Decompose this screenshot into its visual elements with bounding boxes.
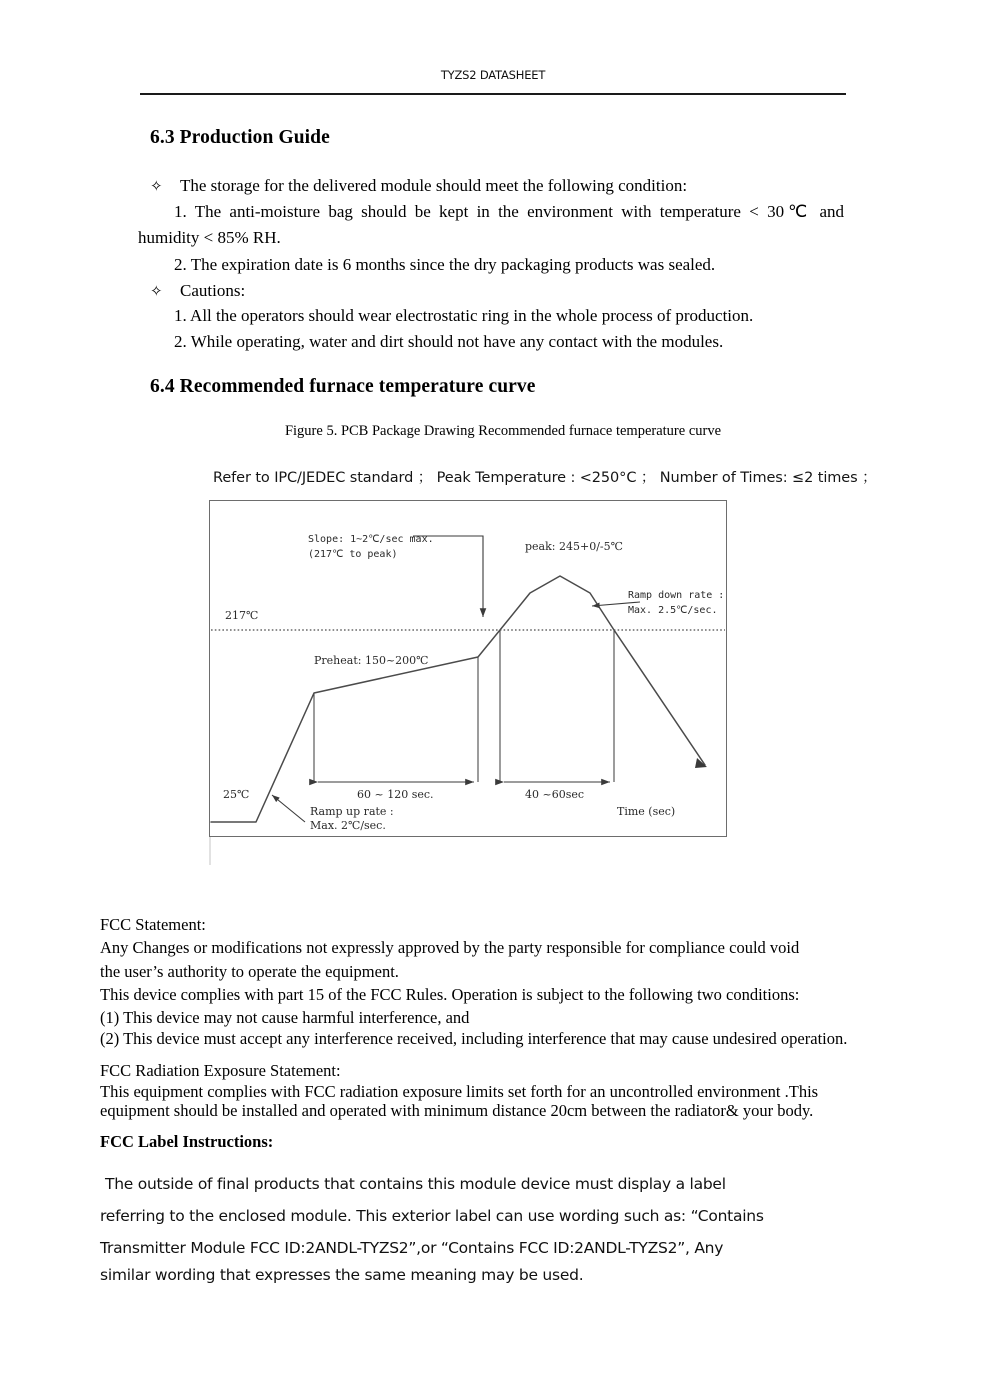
fcc-statement-line-1: Any Changes or modifications not expressly approved by the party responsible for compliance could void xyxy=(100,938,800,957)
annotation-reflow-duration: 40 ~60sec xyxy=(525,788,585,801)
annotation-slope-line1: Slope: 1~2℃/sec max. xyxy=(308,534,434,545)
annotation-ramp-up-line2: Max. 2℃/sec. xyxy=(310,819,386,832)
figure-caption: Figure 5. PCB Package Drawing Recommended furnace temperature curve xyxy=(284,423,722,439)
diamond-bullet-icon: ✧ xyxy=(150,284,163,300)
fcc-radiation-title: FCC Radiation Exposure Statement: xyxy=(100,1061,341,1080)
axis-label-25c: 25℃ xyxy=(223,788,250,801)
caution-1: 1. All the operators should wear electrostatic ring in the whole process of production. xyxy=(174,306,754,325)
annotation-peak: peak: 245+0/-5℃ xyxy=(525,540,623,553)
annotation-preheat: Preheat: 150~200℃ xyxy=(314,654,429,667)
diamond-bullet-icon: ✧ xyxy=(150,179,163,195)
fcc-statement-line-3: This device complies with part 15 of the FCC Rules. Operation is subject to the following two conditions: xyxy=(100,985,800,1004)
figure-standard-note: Refer to IPC/JEDEC standard ； Peak Temperature : <250°C ； Number of Times: ≤2 times ； xyxy=(213,470,877,486)
annotation-slope-line2: (217℃ to peak) xyxy=(308,548,398,560)
bullet-item-storage-text: The storage for the delivered module should meet the following condition: xyxy=(180,176,688,195)
annotation-ramp-up xyxy=(310,805,394,833)
running-header xyxy=(140,68,846,82)
annotation-slope xyxy=(308,533,434,562)
fcc-radiation-line-2: equipment should be installed and operated with minimum distance 20cm between the radiator& your body. xyxy=(100,1101,814,1120)
heading-6-4-furnace-curve: 6.4 Recommended furnace temperature curve xyxy=(150,376,536,397)
bullet-item-storage xyxy=(150,173,850,201)
bullet-item-cautions-text: Cautions: xyxy=(180,281,246,300)
reflow-profile-chart xyxy=(200,492,745,877)
axis-label-217c: 217℃ xyxy=(225,609,259,622)
fcc-statement-line-4: (1) This device may not cause harmful interference, and xyxy=(100,1008,470,1027)
heading-6-3-production-guide: 6.3 Production Guide xyxy=(150,127,330,148)
annotation-ramp-down-line2: Max. 2.5℃/sec. xyxy=(628,604,718,616)
fcc-label-instructions-title: FCC Label Instructions: xyxy=(100,1132,274,1151)
fcc-statement-title: FCC Statement: xyxy=(100,915,206,934)
reflow-profile-figure xyxy=(200,492,745,877)
running-header-title: TYZS2 DATASHEET xyxy=(440,68,546,82)
caution-2: 2. While operating, water and dirt should not have any contact with the modules. xyxy=(174,332,724,351)
bullet-item-cautions xyxy=(150,278,850,306)
storage-condition-1: 1. The anti-moisture bag should be kept in the environment with temperature < 30℃ and humidity < 85% RH. xyxy=(138,202,844,247)
header-divider-rule xyxy=(140,93,846,95)
fcc-statement-line-5: (2) This device must accept any interference received, including interference that may cause undesired operation. xyxy=(100,1029,848,1048)
fcc-label-line-4: similar wording that expresses the same meaning may be used. xyxy=(100,1266,584,1284)
annotation-ramp-down-line1: Ramp down rate : xyxy=(628,590,725,601)
axis-label-time: Time (sec) xyxy=(617,805,676,818)
storage-condition-2: 2. The expiration date is 6 months since the dry packaging products was sealed. xyxy=(174,255,716,274)
fcc-statement-line-2: the user’s authority to operate the equipment. xyxy=(100,962,399,981)
annotation-soak-duration: 60 ~ 120 sec. xyxy=(357,788,434,801)
fcc-label-instructions-body xyxy=(100,1168,890,1286)
fcc-label-line-3: Transmitter Module FCC ID:2ANDL-TYZS2”,or “Contains FCC ID:2ANDL-TYZS2”, Any xyxy=(100,1239,724,1257)
fcc-label-line-1: The outside of final products that contains this module device must display a label xyxy=(105,1175,726,1193)
fcc-radiation-line-1: This equipment complies with FCC radiation exposure limits set forth for an uncontrolled environment .This xyxy=(100,1082,819,1101)
annotation-ramp-up-line1: Ramp up rate : xyxy=(310,805,394,818)
ramp-up-leader-line xyxy=(272,795,305,822)
fcc-label-line-2: referring to the enclosed module. This exterior label can use wording such as: “Contains xyxy=(100,1207,764,1225)
annotation-ramp-down xyxy=(628,589,724,618)
